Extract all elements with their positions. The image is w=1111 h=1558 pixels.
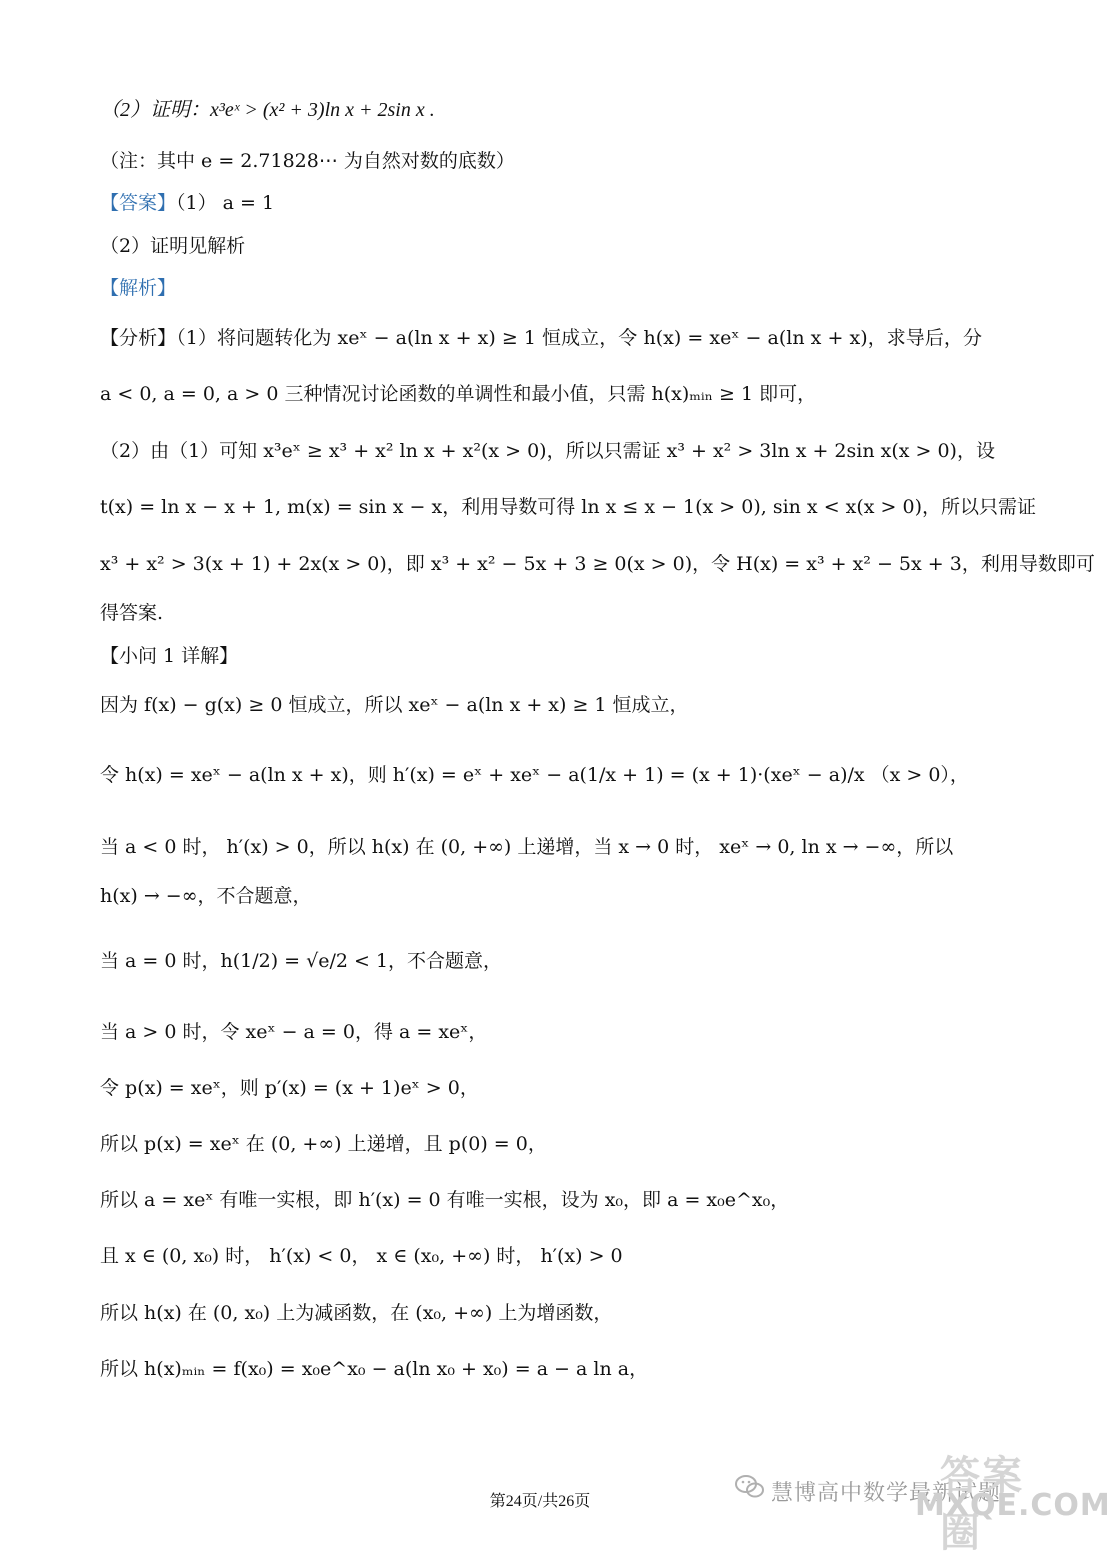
detail-line-7: 令 p(x) = xeˣ，则 p′(x) = (x + 1)eˣ > 0， (100, 1077, 479, 1099)
detail-line-2: 令 h(x) = xeˣ − a(ln x + x)，则 h′(x) = eˣ + xeˣ − a(1/x + 1) = (x + 1)·(xeˣ − a)/x （x > 0）， (100, 764, 969, 786)
detail-line-12: 所以 h(x)ₘᵢₙ = f(x₀) = x₀e^x₀ − a(ln x₀ + x₀) = a − a ln a， (100, 1358, 649, 1380)
detail-line-3: 当 a < 0 时， h′(x) > 0，所以 h(x) 在 (0, +∞) 上递增，当 x → 0 时， xeˣ → 0, ln x → −∞，所以 (100, 836, 954, 858)
subquestion-heading: 【小问 1 详解】 (100, 645, 239, 667)
analysis-line-4: t(x) = ln x − x + 1, m(x) = sin x − x，利用导数可得 ln x ≤ x − 1(x > 0), sin x < x(x > 0)，所以只需证 (100, 496, 1036, 518)
watermark (735, 1453, 1111, 1556)
analysis-line-2: a < 0, a = 0, a > 0 三种情况讨论函数的单调性和最小值，只需 h(x)ₘᵢₙ ≥ 1 即可， (100, 383, 817, 405)
detail-line-8: 所以 p(x) = xeˣ 在 (0, +∞) 上递增，且 p(0) = 0， (100, 1133, 547, 1155)
answer-line: 【答案】（1） a = 1 (100, 192, 275, 214)
detail-line-11: 所以 h(x) 在 (0, x₀) 上为减函数，在 (x₀, +∞) 上为增函数， (100, 1302, 613, 1324)
solution-tag: 【解析】 (100, 277, 177, 299)
analysis-line-3: （2）由（1）可知 x³eˣ ≥ x³ + x² ln x + x²(x > 0)，所以只需证 x³ + x² > 3ln x + 2sin x(x > 0)，设 (100, 440, 995, 462)
analysis-line-1: 【分析】（1）将问题转化为 xeˣ − a(ln x + x) ≥ 1 恒成立，令 h(x) = xeˣ − a(ln x + x)，求导后，分 (100, 327, 982, 349)
analysis-line-6: 得答案. (100, 602, 164, 624)
detail-line-4: h(x) → −∞，不合题意， (100, 885, 312, 907)
watermark-site: MXQE.COM (915, 1488, 1111, 1523)
watermark-logo: 答案圈 (940, 1453, 1024, 1556)
detail-line-1: 因为 f(x) − g(x) ≥ 0 恒成立，所以 xeˣ − a(ln x + x) ≥ 1 恒成立， (100, 694, 689, 716)
answer-tag: 【答案】 (100, 192, 177, 214)
detail-line-5: 当 a = 0 时，h(1/2) = √e/2 < 1，不合题意， (100, 950, 503, 972)
note-line: （注：其中 e = 2.71828⋯ 为自然对数的底数） (100, 150, 515, 172)
problem-part-2: （2）证明：x³eˣ > (x² + 3)ln x + 2sin x . (100, 99, 435, 121)
answer-part-2: （2）证明见解析 (100, 235, 246, 257)
analysis-line-5: x³ + x² > 3(x + 1) + 2x(x > 0)，即 x³ + x² − 5x + 3 ≥ 0(x > 0)，令 H(x) = x³ + x² − 5x + 3，利用导数即可 (100, 553, 1095, 575)
detail-line-9: 所以 a = xeˣ 有唯一实根，即 h′(x) = 0 有唯一实根，设为 x₀，即 a = x₀e^x₀， (100, 1189, 790, 1211)
detail-line-6: 当 a > 0 时，令 xeˣ − a = 0，得 a = xeˣ， (100, 1021, 488, 1043)
page-number: 第24页/共26页 (489, 1493, 591, 1510)
wechat-icon (735, 1474, 765, 1500)
detail-line-10: 且 x ∈ (0, x₀) 时， h′(x) < 0， x ∈ (x₀, +∞) 时， h′(x) > 0 (100, 1245, 623, 1267)
watermark-account: 慧博高中数学最新试题 (771, 1481, 1002, 1506)
